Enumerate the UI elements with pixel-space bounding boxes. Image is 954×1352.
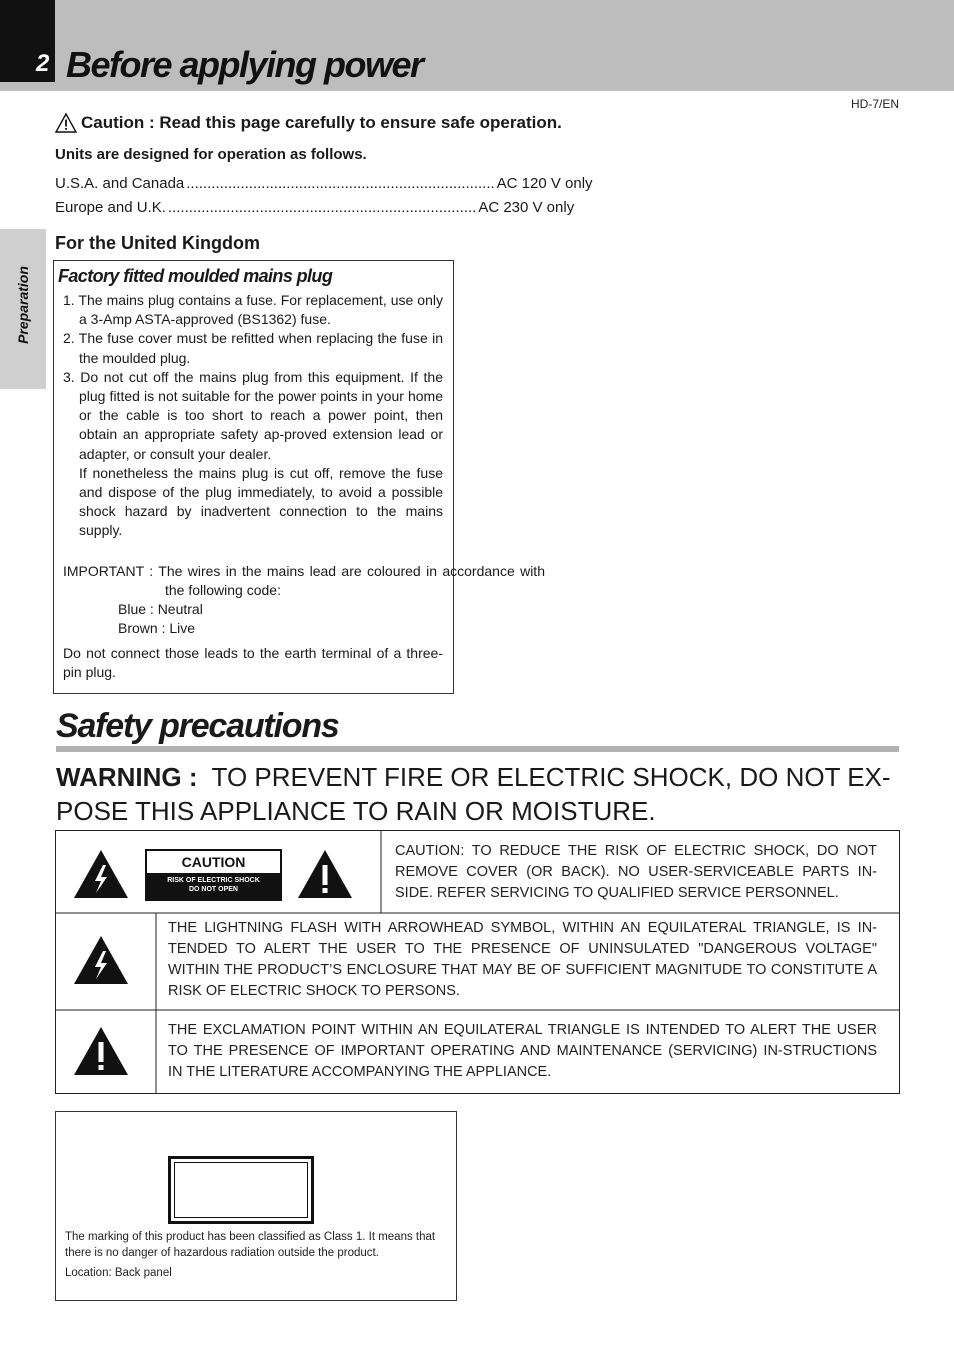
- warning-text: [56, 760, 912, 828]
- warning-triangle-icon: [55, 113, 77, 133]
- exclamation-triangle-icon: [296, 848, 354, 900]
- page-number: 2: [36, 50, 50, 77]
- exclamation-row-text: THE EXCLAMATION POINT WITHIN AN EQUILATERAL TRIANGLE IS INTENDED TO ALERT THE USER TO THE PRESENCE OF IMPORTANT OPERATING AND MAINTENANCE (SERVICING) IN-STRUCTIONS IN THE LITERATURE ACCOMPANYING THE APPLIANCE.: [168, 1022, 877, 1080]
- page-title: Before applying power: [66, 44, 423, 85]
- voltage-region: Europe and U.K.: [55, 199, 166, 216]
- lightning-triangle-icon: [72, 934, 130, 986]
- plug-item: 2. The fuse cover must be refitted when replacing the fuse in the moulded plug.: [63, 330, 443, 366]
- warning-label: WARNING :: [56, 762, 198, 792]
- caution-label-line2: DO NOT OPEN: [188, 886, 238, 893]
- safety-title: Safety precautions: [56, 707, 339, 745]
- plug-item: 1. The mains plug contains a fuse. For replacement, use only a 3-Amp ASTA-approved (BS1362) fuse.: [63, 292, 443, 328]
- voltage-value: AC 120 V only: [496, 175, 593, 192]
- voltage-row-us: [55, 175, 593, 192]
- units-heading: Units are designed for operation as follows.: [55, 146, 367, 163]
- dot-leader: ..........................................................................: [186, 175, 495, 192]
- caution-heading-text: Caution : Read this page carefully to ensure safe operation.: [81, 113, 562, 132]
- laser-location: Location: Back panel: [65, 1267, 172, 1279]
- lightning-row-text: THE LIGHTNING FLASH WITH ARROWHEAD SYMBOL, WITHIN AN EQUILATERAL TRIANGLE, IS IN-TENDED TO ALERT THE USER TO THE PRESENCE OF UNINSULATED "DANGEROUS VOLTAGE" WITHIN THE PRODUCT’S ENCLOSURE THAT MAY BE OF SUFFICIENT MAGNITUDE TO CONSTITUTE A RISK OF ELECTRIC SHOCK TO PERSONS.: [168, 920, 877, 999]
- caution-label-title: CAUTION: [147, 851, 280, 873]
- plug-item: 3. Do not cut off the mains plug from this equipment. If the plug fitted is not suitable for the power points in your home or the cable is too short to reach a power point, then obtain an appropriate safety ap-proved extension lead or adapter, or consult your dealer.: [63, 368, 443, 462]
- important-note: IMPORTANT : The wires in the mains lead are coloured in accordance with the following code:: [63, 563, 545, 599]
- plug-instructions: [63, 291, 443, 541]
- caution-heading: [55, 113, 562, 133]
- caution-label: [145, 849, 282, 901]
- caution-row-text: CAUTION: TO REDUCE THE RISK OF ELECTRIC SHOCK, DO NOT REMOVE COVER (OR BACK). NO USER-SERVICEABLE PARTS IN-SIDE. REFER SERVICING TO QUALIFIED SERVICE PERSONNEL.: [395, 843, 877, 901]
- caution-label-subtext: [146, 876, 281, 894]
- dot-leader: ..........................................................................: [167, 199, 477, 216]
- uk-heading: For the United Kingdom: [55, 233, 260, 253]
- wire-brown: Brown : Live: [118, 620, 196, 636]
- lightning-triangle-icon: [72, 848, 130, 900]
- plug-item-continued: If nonetheless the mains plug is cut off, remove the fuse and dispose of the plug immediately, to avoid a possible shock hazard by inadvertent connection to the mains supply.: [79, 464, 443, 539]
- exclamation-triangle-icon: [72, 1025, 130, 1077]
- warning-body: TO PREVENT FIRE OR ELECTRIC SHOCK, DO NOT EX-POSE THIS APPLIANCE TO RAIN OR MOISTURE.: [56, 762, 891, 826]
- plug-box-title: Factory fitted moulded mains plug: [58, 266, 333, 286]
- voltage-region: U.S.A. and Canada: [55, 175, 185, 192]
- wire-blue: Blue : Neutral: [118, 601, 203, 617]
- model-code: HD-7/EN: [850, 97, 899, 111]
- voltage-row-eu: [55, 199, 575, 216]
- laser-label-frame: [168, 1156, 314, 1224]
- laser-class-text: The marking of this product has been classified as Class 1. It means that there is no danger of hazardous radiation outside the product.: [65, 1231, 436, 1259]
- caution-label-line1: RISK OF ELECTRIC SHOCK: [167, 877, 260, 884]
- safety-divider: [56, 746, 899, 752]
- earth-note: Do not connect those leads to the earth terminal of a three-pin plug.: [63, 645, 443, 681]
- side-tab-label: Preparation: [15, 266, 31, 344]
- voltage-value: AC 230 V only: [478, 199, 575, 216]
